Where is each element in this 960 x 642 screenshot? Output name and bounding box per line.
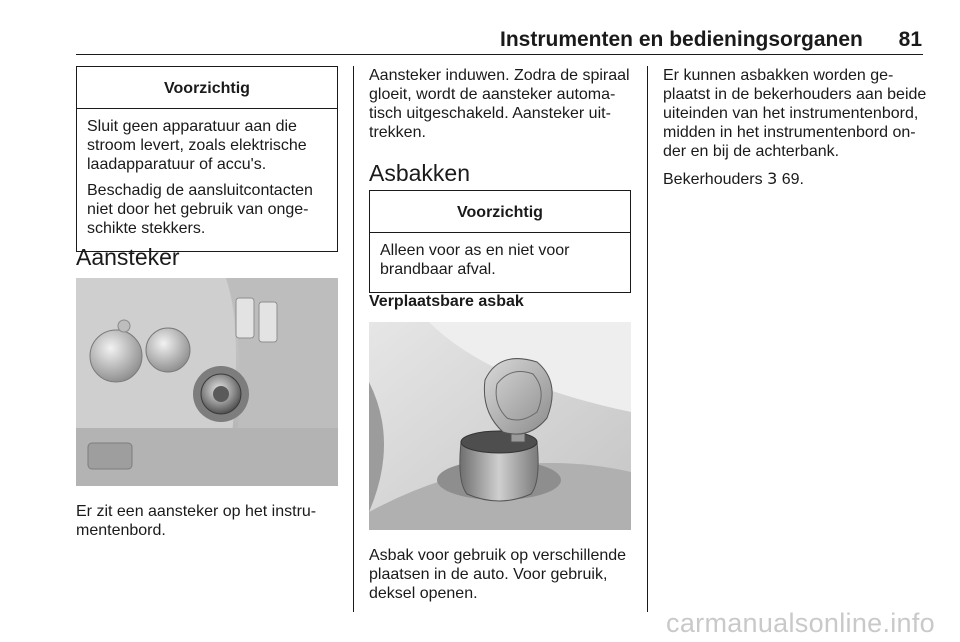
- caution-heading: Voorzichtig: [370, 191, 630, 233]
- caption-text: Asbak voor gebruik op verschillende plaatsen in de auto. Voor gebruik, deksel openen.: [369, 547, 627, 602]
- section-heading-aansteker: Aansteker: [76, 244, 180, 270]
- body-paragraph: Er kunnen asbakken worden geplaatst in de bekerhouders aan beide uiteinden van het instrumentenbord, midden in het instrumentenbord onder en bij de achterbank.: [663, 67, 927, 160]
- body-paragraph: Aansteker induwen. Zodra de spiraal gloeit, wordt de aansteker automatisch uitgeschakeld. Aansteker uittrekken.: [369, 67, 630, 141]
- caution-paragraph: Alleen voor as en niet voor brandbaar afval.: [380, 242, 570, 278]
- page-number: 81: [898, 28, 922, 51]
- watermark: carmanualsonline.info: [666, 608, 935, 638]
- middle-intro: [369, 66, 635, 150]
- section-heading-asbakken: Asbakken: [369, 160, 471, 186]
- subheading-verplaatsbare-asbak: Verplaatsbare asbak: [369, 293, 524, 310]
- portable-ashtray-illustration: [369, 322, 631, 530]
- crossref-label: Bekerhouders: [663, 171, 763, 188]
- caution-paragraph: Sluit geen apparatuur aan die stroom levert, zoals elektrische laadapparatuur of accu's.: [87, 118, 307, 173]
- header-rule: [76, 54, 923, 55]
- cigarette-lighter-illustration: [76, 278, 338, 486]
- column-divider-1: [353, 66, 354, 612]
- middle-caption: [369, 546, 639, 611]
- right-column: [663, 66, 933, 197]
- crossref-arrow-icon: 3: [767, 169, 778, 188]
- middle-caution-wrapper: [369, 190, 631, 293]
- page-header-title: Instrumenten en bedieningsorganen: [500, 28, 863, 51]
- caution-paragraph: Beschadig de aansluitcontacten niet door het gebruik van ongeschikte stekkers.: [87, 182, 313, 237]
- caution-body: [370, 233, 630, 292]
- column-divider-2: [647, 66, 648, 612]
- crossref-page-link[interactable]: 69.: [781, 171, 804, 188]
- caption-text: Er zit een aansteker op het instrumentenbord.: [76, 503, 317, 539]
- caution-heading: Voorzichtig: [77, 67, 337, 109]
- caution-box-charging: [76, 66, 338, 252]
- left-caption: [76, 502, 338, 548]
- crossref-line: [663, 169, 933, 189]
- caution-body: [77, 109, 337, 251]
- left-column: [76, 66, 338, 252]
- caution-box-ashtray: [369, 190, 631, 293]
